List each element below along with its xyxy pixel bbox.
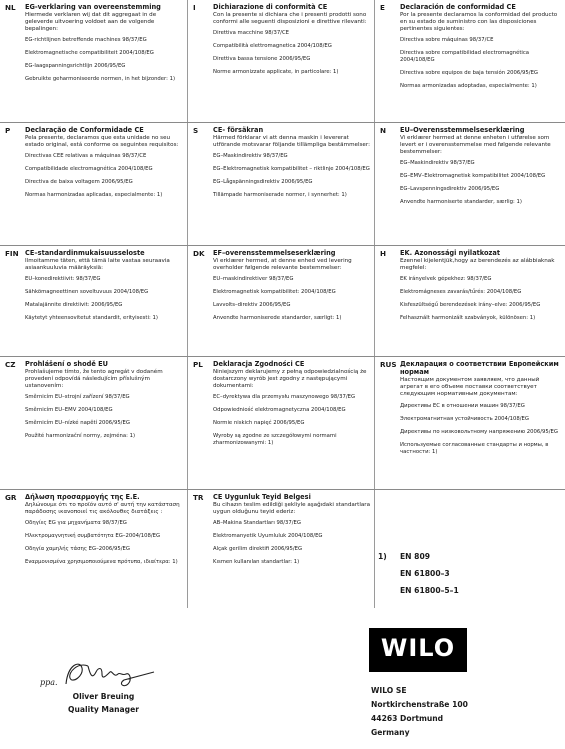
declaration-cell-h — [374, 246, 565, 356]
standards-note: Используемые согласованные стандарты и нормы, в частности: 1) — [400, 441, 549, 455]
standards-note: Normas harmonizadas aplicadas, especialmente: 1) — [25, 192, 163, 199]
declaration-row — [0, 0, 565, 123]
declaration-cell-pl — [187, 357, 375, 489]
standards-footnote-marker: 1) — [378, 552, 387, 561]
declaration-intro: Por la presente declaramos la conformidad del producto en su estado de suministro con las disposiciones pertinentes siguientes: — [400, 11, 558, 33]
declaration-intro: Δηλώνουμε ότι το προϊόν αυτό σ' αυτή την κατάσταση παράδοσης ικανοποιεί τις ακόλουθες διατάξεις : — [25, 501, 180, 515]
logo-text: WILO — [380, 634, 456, 662]
directive-item: Compatibilidade electromagnética 2004/108/EG — [25, 166, 153, 173]
harmonized-standards-list — [378, 552, 459, 603]
directive-item: Elektromágneses zavarás/tűrés: 2004/108/EG — [400, 289, 522, 296]
directive-item: Matalajännite direktiivit: 2006/95/EG — [25, 302, 123, 309]
language-code: N — [380, 126, 387, 135]
directive-item: Alçak gerilim direktifi 2006/95/EG — [213, 546, 303, 553]
directive-item: Οδηγία χαμηλής τάσης EG–2006/95/EG — [25, 546, 130, 553]
language-code: RUS — [380, 360, 397, 369]
directive-item: Lavvolts–direktiv 2006/95/EG — [213, 302, 291, 309]
standards-note: Norme armonizzate applicate, in particolare: 1) — [213, 69, 339, 76]
declaration-cell-i — [187, 0, 375, 122]
directive-item: EG–Maskindirektiv 98/37/EG — [400, 160, 475, 167]
directive-item: Direttiva macchine 98/37/CE — [213, 30, 290, 37]
declaration-cell-p — [0, 123, 187, 245]
declaration-row — [0, 357, 565, 490]
standards-note: Anvendte harmoniserte standarder, særlig: 1) — [400, 199, 522, 206]
declaration-row — [0, 123, 565, 246]
directive-item: EG–EMV–Elektromagnetisk kompatibilitet 2004/108/EG — [400, 173, 546, 180]
directive-item: Elektromanyetik Uyumluluk 2004/108/EG — [213, 533, 323, 540]
directive-item: EG-laagspanningsrichtlijn 2006/95/EG — [25, 63, 126, 70]
directive-item: Электромагнитная устойчивость 2004/108/EG — [400, 415, 529, 422]
language-code: TR — [193, 493, 204, 502]
standards-note: Felhasznált harmonizált szabványok, különösen: 1) — [400, 315, 536, 322]
wilo-logo — [369, 628, 467, 672]
declaration-cell-dk — [187, 246, 375, 356]
directive-item: Kisfeszültségű berendezések irány–elve: 2006/95/EG — [400, 302, 541, 309]
directive-item: EG–Lågspänningsdirektiv 2006/95/EG — [213, 179, 313, 186]
declaration-intro: Pela presente, declaramos que esta unidade no seu estado original, está conforme os seguintes requisitos: — [25, 134, 179, 148]
language-code: I — [193, 3, 196, 12]
directive-item: Sähkömagneettinen soveltuvuus 2004/108/EG — [25, 289, 149, 296]
signatory — [68, 690, 139, 716]
ppa-label: ppa. — [40, 678, 58, 687]
declaration-intro: Bu cihazın teslim edildiği şekliyle aşağıdaki standartlara uygun olduğunu teyid ederiz: — [213, 501, 371, 515]
directive-item: Directivas CEE relativas a máquinas 98/37/CE — [25, 153, 147, 160]
directive-item: Elektromagnetisk kompatibilitet: 2004/108/EG — [213, 289, 336, 296]
declaration-intro: Niniejszym deklarujemy z pełną odpowiedzialnością że dostarczony wyrób jest zgodny z następującymi dokumentami: — [213, 368, 367, 390]
directive-item: Ηλεκτρομαγνητική συμβατότητα EG–2004/108/EG — [25, 533, 161, 540]
directive-item: Odpowiedniość elektromagnetyczna 2004/108/EG — [213, 407, 346, 414]
standard-item: EN 61800–3 — [400, 569, 450, 578]
directive-item: Directiva sobre máquinas 98/37/CE — [400, 37, 494, 44]
declaration-title: EU–Overensstemmelseserklæring — [400, 126, 525, 134]
directive-item: EK irányelvek gépekhez: 98/37/EG — [400, 276, 492, 283]
declaration-title: Dichiarazione di conformità CE — [213, 3, 328, 11]
standard-item: EN 809 — [400, 552, 431, 561]
directive-item: Normie niskich napięć 2006/95/EG — [213, 420, 305, 427]
directive-item: EG–Lavspenningsdirektiv 2006/95/EG — [400, 186, 500, 193]
language-code: S — [193, 126, 199, 135]
directive-item: Elektromagnetische compatibiliteit 2004/108/EG — [25, 50, 154, 57]
directive-item: EG-richtlijnen betreffende machines 98/37/EG — [25, 37, 147, 44]
language-code: PL — [193, 360, 203, 369]
declaration-intro: Ilmoitamme täten, että tämä laite vastaa seuraavia asiaankuuluvia määräyksiä: — [25, 257, 170, 271]
declaration-row — [0, 490, 565, 608]
standards-note: Anvendte harmoniserede standarder, særligt: 1) — [213, 315, 342, 322]
standards-note: Kısmen kullanılan standartlar: 1) — [213, 559, 300, 566]
company-address — [371, 684, 468, 740]
standards-note: Käytetyt yhteensovitetut standardit, erityisesti: 1) — [25, 315, 158, 322]
directive-item: Directiva sobre equipos de baja tensión 2006/95/EG — [400, 70, 539, 77]
directive-item: EC–dyrektywa dla przemysłu maszynowego 98/37/EG — [213, 394, 356, 401]
directive-item: Directiva sobre compatibilidad electromagnética 2004/108/EG — [400, 50, 530, 64]
language-code: P — [5, 126, 11, 135]
declaration-cell-e — [374, 0, 565, 122]
declaration-intro: Ezennel kijelentjük,hogy az berendezés az alábbiaknak megfelel: — [400, 257, 555, 271]
declaration-title: CE–standardinmukaisuusseloste — [25, 249, 145, 257]
language-code: CZ — [5, 360, 16, 369]
standards-note: Normas armonizadas adoptadas, especialmente: 1) — [400, 83, 537, 90]
declaration-cell-rus — [374, 357, 565, 489]
declaration-title: Deklaracja Zgodności CE — [213, 360, 305, 368]
declaration-cell-nl — [0, 0, 187, 122]
standards-note: Tillämpade harmoniserade normer, i synnerhet: 1) — [213, 192, 347, 199]
declaration-row — [0, 246, 565, 357]
directive-item: EG–Elektromagnetisk kompatibilitet – riktlinje 2004/108/EG — [213, 166, 370, 173]
declaration-title: CE- försäkran — [213, 126, 264, 134]
standards-note: Εναρμονισμένα χρησιμοποιούμενα πρότυπα, ιδιαίτερα: 1) — [25, 559, 178, 566]
language-code: NL — [5, 3, 16, 12]
declaration-intro: Hiermede verklaren wij dat dit aggregaat in de geleverde uitvoering voldoet aan de volgende bepalingen: — [25, 11, 157, 33]
declaration-cell-gr — [0, 490, 187, 608]
signature-footer — [0, 608, 565, 749]
standard-item: EN 61800–5–1 — [400, 586, 459, 595]
directive-item: EU–maskindirektiver 98/37/EG — [213, 276, 294, 283]
declaration-intro: Vi erklærer hermed, at denne enhed ved levering overholder følgende relevante bestemmelser: — [213, 257, 352, 271]
directive-item: Compatibilità elettromagnetica 2004/108/EG — [213, 43, 332, 50]
declaration-title: EK. Azonossági nyilatkozat — [400, 249, 500, 257]
declaration-title: EF–overensstemmelseserklæring — [213, 249, 336, 257]
declaration-intro: Con la presente si dichiara che i presenti prodotti sono conformi alle seguenti disposizioni e direttive rilevanti: — [213, 11, 367, 25]
declaration-title: Δήλωση προσαρμογής της Ε.Ε. — [25, 493, 140, 501]
declaration-cell-s — [187, 123, 375, 245]
company-street: Nortkirchenstraße 100 — [371, 700, 468, 709]
language-code: E — [380, 3, 385, 12]
declaration-title: EG-verklaring van overeenstemming — [25, 3, 161, 11]
language-code: H — [380, 249, 387, 258]
directive-item: Οδηγίες EG για μηχανήματα 98/37/EG — [25, 520, 127, 527]
declaration-title: Declaración de conformidad CE — [400, 3, 516, 11]
directive-item: Директивы ЕС в отношении машин 98/37/EG — [400, 402, 525, 409]
declaration-intro: Vi erklærer hermed at denne enheten i utførelse som levert er i overensstemmelse med følgende relevante bestemmelser: — [400, 134, 551, 156]
standards-note: Wyroby są zgodne ze szczegółowymi normami zharmonizowanymi: 1) — [213, 433, 337, 447]
handwritten-signature-icon — [58, 654, 168, 694]
directive-item: Директивы по низковольтному напряжению 2006/95/EG — [400, 428, 558, 435]
directive-item: Direttiva bassa tensione 2006/95/EG — [213, 56, 311, 63]
declaration-cell-n — [374, 123, 565, 245]
language-code: GR — [5, 493, 17, 502]
declaration-cell-fin — [0, 246, 187, 356]
declaration-title: Декларация о соответствии Европейским нормам — [400, 360, 559, 377]
directive-item: Směrnicím EU–strojní zařízení 98/37/EG — [25, 394, 130, 401]
company-city: 44263 Dortmund — [371, 714, 444, 723]
declaration-title: Declaração de Conformidade CE — [25, 126, 144, 134]
declaration-cell-tr — [187, 490, 375, 608]
directive-item: Directiva de baixa voltagem 2006/95/EG — [25, 179, 133, 186]
language-code: FIN — [5, 249, 19, 258]
declaration-intro: Härmed förklarar vi att denna maskin i levererat utförande motsvarar följande tillämpliga bestämmelser: — [213, 134, 370, 148]
company-country: Germany — [371, 728, 410, 737]
directive-item: Směrnicím EU–EMV 2004/108/EG — [25, 407, 113, 414]
directive-item: EU–konedirektiivit: 98/37/EG — [25, 276, 101, 283]
declaration-intro: Настоящим документом заявляем, что данный агрегат в его объеме поставки соответствует следующим нормативным документам: — [400, 376, 540, 398]
signatory-role: Quality Manager — [68, 705, 139, 714]
declaration-intro: Prohlašujeme tímto, že tento agregát v dodaném provedení odpovídá následujícím příslušným ustanovením: — [25, 368, 163, 390]
directive-item: Směrnicím EU–nízké napětí 2006/95/EG — [25, 420, 130, 427]
language-code: DK — [193, 249, 205, 258]
directive-item: AB–Makina Standartları 98/37/EG — [213, 520, 302, 527]
declaration-title: CE Uygunluk Teyid Belgesi — [213, 493, 311, 501]
standards-note: Použité harmonizační normy, zejména: 1) — [25, 433, 136, 440]
declaration-title: Prohlášení o shodě EU — [25, 360, 108, 368]
standards-note: Gebruikte geharmoniseerde normen, in het bijzonder: 1) — [25, 76, 176, 83]
directive-item: EG–Maskindirektiv 98/37/EG — [213, 153, 288, 160]
declaration-cell-cz — [0, 357, 187, 489]
signatory-name: Oliver Breuing — [72, 692, 135, 701]
company-name: WILO SE — [371, 686, 407, 695]
